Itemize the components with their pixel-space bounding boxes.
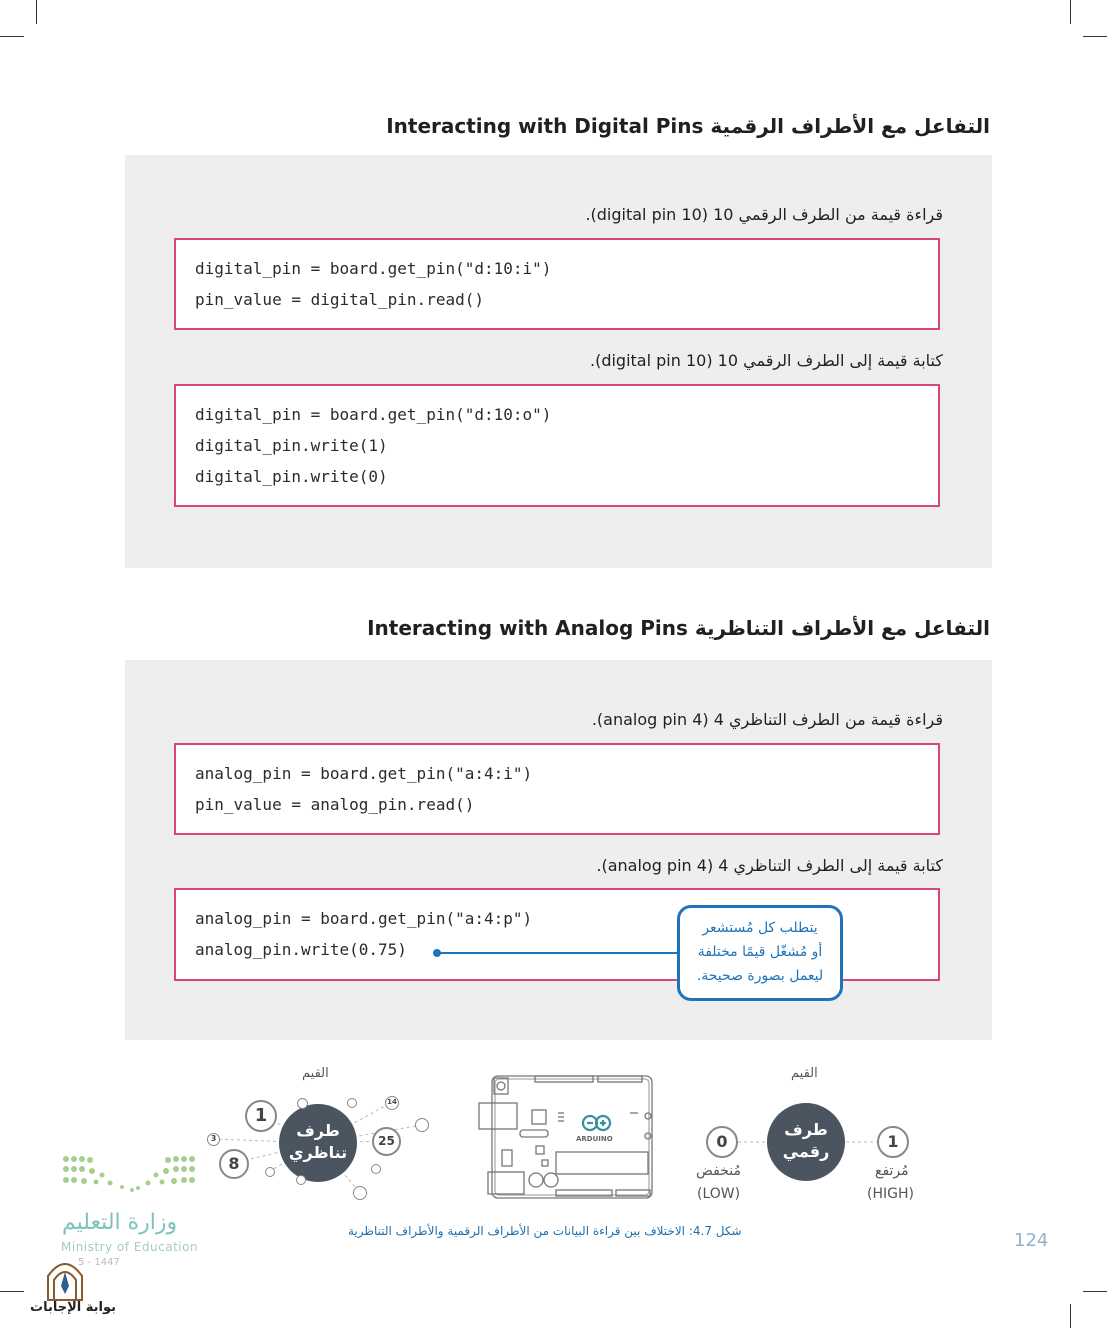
analog-write-caption: كتابة قيمة إلى الطرف التناظري 4 (analog pin 4).	[596, 856, 943, 875]
crop-mark	[1070, 0, 1071, 24]
code-line: analog_pin = board.get_pin("a:4:i")	[195, 764, 533, 783]
analog-value-circle: 3	[207, 1133, 220, 1146]
code-line: digital_pin.write(1)	[195, 436, 388, 455]
ministry-name-english: Ministry of Education	[61, 1240, 199, 1254]
analog-read-code-block	[174, 743, 940, 835]
arduino-board-illustration	[478, 1072, 658, 1204]
arduino-board-label: ARDUINO	[576, 1135, 613, 1143]
crop-mark	[1083, 36, 1107, 37]
analog-value-circle: 8	[219, 1149, 249, 1179]
analog-values-label: القيم	[302, 1066, 329, 1081]
digital-write-caption: كتابة قيمة إلى الطرف الرقمي 10 (digital pin 10).	[590, 351, 943, 370]
digital-write-code-block	[174, 384, 940, 507]
callout-note	[677, 905, 843, 1001]
ministry-name-arabic: وزارة التعليم	[62, 1210, 178, 1235]
code-line: analog_pin.write(0.75)	[195, 940, 407, 959]
callout-line: يتطلب كل مُستشعر	[702, 920, 818, 936]
analog-empty-circle	[265, 1167, 275, 1177]
crop-mark	[36, 0, 37, 24]
code-line: pin_value = digital_pin.read()	[195, 290, 484, 309]
digital-low-circle: 0	[706, 1126, 738, 1158]
code-line: pin_value = analog_pin.read()	[195, 795, 475, 814]
digital-high-en-label: (HIGH)	[867, 1186, 914, 1202]
analog-value-circle: 14	[385, 1096, 399, 1110]
callout-line: ليعمل بصورة صحيحة.	[696, 968, 824, 984]
digital-pin-label: طرف	[784, 1120, 828, 1139]
site-logo-icon	[44, 1256, 86, 1302]
code-line: analog_pin = board.get_pin("a:4:p")	[195, 909, 533, 928]
analog-empty-circle	[296, 1175, 306, 1185]
digital-high-label: مُرتفع	[875, 1163, 909, 1179]
code-line: digital_pin = board.get_pin("d:10:i")	[195, 259, 552, 278]
analog-empty-circle	[353, 1186, 367, 1200]
analog-empty-circle	[371, 1164, 381, 1174]
callout-connector	[437, 952, 678, 954]
analog-read-caption: قراءة قيمة من الطرف التناظري 4 (analog pin 4).	[591, 710, 943, 729]
digital-low-en-label: (LOW)	[697, 1186, 741, 1202]
analog-empty-circle	[415, 1118, 429, 1132]
page-number: 124	[1014, 1230, 1049, 1251]
digital-pin-circle	[767, 1103, 845, 1181]
digital-section-heading: التفاعل مع الأطراف الرقمية Interacting with Digital Pins	[386, 114, 990, 138]
digital-high-circle: 1	[877, 1126, 909, 1158]
analog-pin-label: تناظري	[288, 1143, 348, 1162]
callout-line: أو مُشغّل قيمًا مختلفة	[697, 944, 823, 960]
analog-empty-circle	[297, 1098, 308, 1109]
site-name: بوابة الإجابات	[30, 1300, 116, 1315]
crop-mark	[0, 36, 24, 37]
crop-mark	[1083, 1291, 1107, 1292]
code-line: digital_pin = board.get_pin("d:10:o")	[195, 405, 552, 424]
digital-values-label: القيم	[791, 1066, 818, 1081]
code-line: digital_pin.write(0)	[195, 467, 388, 486]
digital-pin-label: رقمي	[782, 1142, 830, 1161]
analog-pin-label: طرف	[296, 1121, 340, 1140]
figure-caption: شكل 4.7: الاختلاف بين قراءة البيانات من الأطراف الرقمية والأطراف التناظرية	[348, 1224, 742, 1238]
digital-read-caption: قراءة قيمة من الطرف الرقمي 10 (digital pin 10).	[585, 205, 943, 224]
callout-connector-dot	[433, 949, 441, 957]
analog-value-circle: 1	[245, 1100, 277, 1132]
ministry-logo	[62, 1155, 198, 1197]
analog-value-circle: 25	[372, 1127, 401, 1156]
crop-mark	[0, 1291, 24, 1292]
analog-section-heading: التفاعل مع الأطراف التناظرية Interacting with Analog Pins	[367, 616, 990, 640]
digital-read-code-block	[174, 238, 940, 330]
digital-low-label: مُنخفض	[696, 1163, 741, 1179]
crop-mark	[1070, 1304, 1071, 1328]
ministry-year: 5 - 1447	[78, 1257, 120, 1268]
analog-pin-circle	[279, 1104, 357, 1182]
analog-empty-circle	[347, 1098, 357, 1108]
